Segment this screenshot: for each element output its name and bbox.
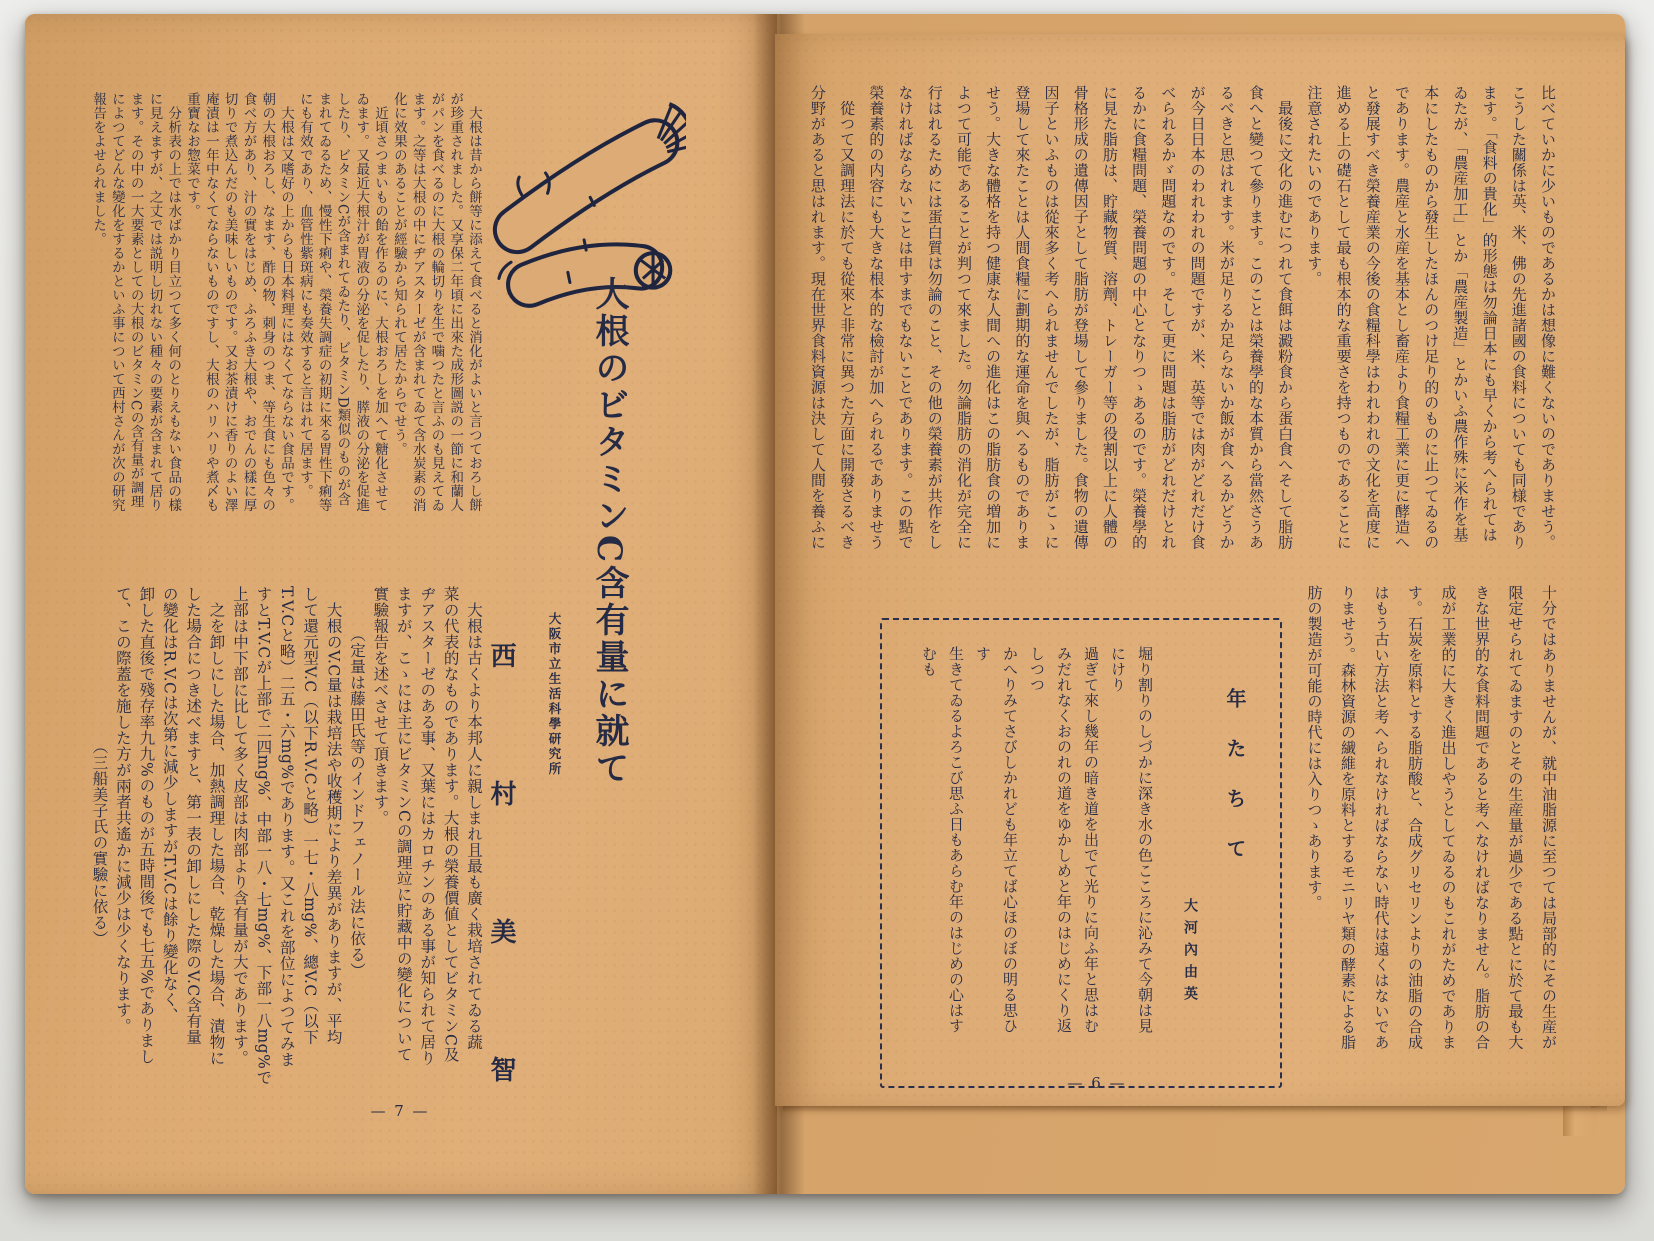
text-column: 菜の代表的なものであります。大根の榮養價値としてビタミンC及 — [441, 586, 460, 1063]
poem-line: しつつ — [1028, 646, 1046, 693]
page-right — [775, 34, 1625, 1106]
poem-line: かへりみてさびしかれども年立てば心ほのぼの明る思ひ — [1001, 646, 1019, 1034]
editor-intro-text — [83, 92, 483, 597]
text-column: せう。大きな體格を持つ健康な人間への進化はこの脂肪食の増加に — [984, 85, 1003, 550]
text-column: 本にしたものから發生したほんのつけ足り的のものに止つてゐるの — [1422, 85, 1441, 550]
text-column: よつて可能であることが判つて來ました。勿論脂肪の消化が完全に — [954, 85, 973, 550]
text-column: 行はれるためには蛋白質は勿論のこと、その他の榮養素が共作をし — [925, 85, 944, 550]
text-column: 肪の製造が可能の時代には入りつゝあります。 — [1305, 585, 1324, 911]
author-affiliation: 大阪市立生活科學研究所 — [547, 612, 562, 777]
article-body-text — [81, 586, 485, 1164]
poem-text — [900, 646, 1158, 1061]
text-column: 登場して來たことは人間食糧に劃期的な運命を與へるものでありま — [1013, 85, 1032, 550]
text-column: はもう古い方法と考へられなければならない時代は遠くはないであ — [1372, 585, 1391, 1050]
text-column: 卸した直後で殘存率九九%のものが五時間後でも七五%でありまし — [137, 586, 156, 1065]
text-column: の變化はR.V.Cは次第に減少しますがT.V.Cは餘り變化なく、 — [160, 586, 179, 1024]
text-column: 大根は又嗜好の上からも日本料理にはなくてならない食品です。 — [278, 92, 295, 512]
text-column: す。石炭を原料とする脂肪酸と、合成グリセリンよりの油脂の合成 — [1406, 585, 1424, 1050]
text-column: 報告をよせられました。 — [90, 92, 107, 246]
text-column: ます。之等は大根の中にヂアスターゼが含まれてゐて含水炭素の消 — [409, 92, 426, 512]
text-column: きな世界的な食料問題であると考へなければなりません。脂肪の合 — [1473, 585, 1491, 1050]
text-column: こうした關係は英、米、佛の先進諸國の食料についても同様であり — [1509, 85, 1528, 550]
text-column: 實驗報告を述べさせて頂きます。 — [371, 586, 390, 826]
text-column: 最後に文化の進むにつれて食餌は澱粉食から蛋白食へそして脂肪 — [1276, 85, 1295, 550]
text-column: 成が工業的に大きく進出しやうとしてゐるのもこれがためでありま — [1439, 585, 1458, 1050]
page-left — [25, 14, 777, 1194]
text-column: るべきと思はれます。米が足りるか足らないか飯が食へるかどうか — [1217, 85, 1236, 550]
text-column: ゐたが、「農産加工」とか「農産製造」とかいふ農作殊に米作を基 — [1451, 85, 1470, 543]
text-column: 庵漬は一年中なくてならないものですし、大根のハリハリや煮〆も — [202, 92, 219, 512]
text-column: るかに食糧問題、榮養問題の中心となりつゝあるのです。榮養學的 — [1130, 85, 1149, 550]
text-column: 切りで煮込んだのも美味しいものです。又お茶漬けに香りのよい澤 — [221, 92, 238, 512]
poem-line: みだれなくおのれの道をゆかしめと年のはじめにくり返 — [1055, 646, 1073, 1034]
book-spread — [25, 14, 1625, 1194]
poem-line: 過ぎて來し幾年の暗き道を出でて光りに向ふ年と思はむ — [1082, 646, 1100, 1034]
text-column: べられるかゞ問題なのです。そして更に問題は脂肪がどれだけとれ — [1159, 85, 1178, 550]
poem-author: 大河內由英 — [1182, 898, 1198, 1008]
text-column: 從つて又調理法に於ても從來と非常に異つた方面に開發さるべき — [838, 85, 857, 550]
text-column: に見えますが、之丈では説明し切れない種々の要素が含まれて居り — [146, 92, 163, 512]
text-column: まれてゐるため、慢性下痢や、榮養失調症の初期に來る胃性下痢等 — [315, 92, 332, 512]
text-column: T.V.Cと略）二五・六mg%であります。又これを部位によつてみま — [277, 586, 296, 1068]
text-column: に見た脂肪は、貯藏物質、溶劑、トレーガー等の役割以上に人體の — [1100, 85, 1119, 550]
text-column: 食べ方があり、汁の實をはじめ、ふろふき大根や、おでんの樣に厚 — [240, 92, 257, 512]
text-column: 重寶なお惣菜です。 — [184, 92, 201, 218]
text-column: がパンを食べるのに大根の輪切りを生で噛つたと言ふのも見えてゐ — [428, 92, 445, 512]
text-column: 榮養素的の内容にも大きな根本的な檢討が加へられるでありませう — [867, 85, 886, 550]
author-name: 西村美智 — [486, 642, 516, 1194]
text-column: であります。農産と水産を基本とし畜産より食糧工業に更に酵造へ — [1392, 85, 1411, 550]
text-column: （定量は藤田氏等のインドフェノール法に依る） — [347, 586, 366, 979]
text-column: が珍重されました。又享保二年頃に出來た成形圖説の一節に和蘭人 — [447, 92, 464, 512]
text-column: 大根は昔から餅等に添えて食べると消化がよいと言つておろし餅 — [466, 92, 482, 512]
text-column: ますが、こゝには主にビタミンCの調理竝に貯藏中の變化について — [394, 586, 413, 1063]
text-column: 大根は古くより本邦人に親しまれ且最も廣く栽培されてゐる蔬 — [465, 586, 483, 1050]
text-column: 限定せられてゐますのとその生産量が過少である點とに於て最も大 — [1506, 585, 1525, 1050]
text-column: した場合につき述べますと、第一表の卸しにした際のV.C含有量 — [184, 586, 203, 1045]
page-number-left: — 7 — — [370, 1102, 430, 1120]
text-column: にも有效であり、血管性紫斑病にも奏效すると言はれて居ます。 — [296, 92, 313, 498]
text-column: したり、ビタミンCが含まれてゐたり、ビタミンD類似のものが含 — [334, 92, 351, 507]
poem-title: 年たちて — [1223, 688, 1247, 888]
text-column: ます。「食料の貴化」的形態は勿論日本にも早くから考へられては — [1480, 85, 1499, 543]
text-column: 注意されたいのであります。 — [1305, 85, 1324, 287]
text-column: 之を卸しにした場合、加熱調理した場合、乾燥した場合、漬物に — [207, 586, 226, 1066]
text-column: 近頃さつまいもの飴を作るのに、大根おろしを加へて糖化させて — [372, 92, 389, 512]
text-column: が今日日本のわれわれの問題ですが、米、英等では肉がどれだけ食 — [1188, 85, 1207, 550]
text-column: （三船美子氏の實驗に依る） — [90, 586, 109, 947]
nutrition-essay-continuation — [1290, 585, 1565, 1055]
text-column: 進める上の礎石として最も根本的な重要さを持つものであることに — [1334, 85, 1353, 550]
text-column: して還元型V.C（以下R.V.Cと略）一七・八mg%、總V.C（以下 — [301, 586, 320, 1045]
nutrition-essay-text — [800, 85, 1562, 590]
text-column: 朝の大根おろし、なます、酢の物、刺身のつま、等生食にも色々の — [259, 92, 276, 512]
page-number-right: — 6 — — [1067, 1074, 1127, 1092]
text-column: て、この際蓋を施した方が兩者共遙かに減少は少くなります。 — [113, 586, 132, 1034]
text-column: 化に效果のあることが經驗から知られて居たからでせう。 — [390, 92, 407, 456]
poem-box — [880, 618, 1282, 1088]
text-column: 骨格形成の遺傳因子として脂肪が登場して參りました。食物の遺傳 — [1071, 85, 1090, 550]
text-column: ヂアスターゼのある事、又葉にはカロチンのある事が知られて居り — [418, 586, 437, 1066]
text-column: によつてどんな變化をするかといふ事について西村さんが次の研究 — [108, 92, 125, 512]
poem-line: す — [974, 646, 992, 662]
text-column: と發展すべき榮養産業の今後の食糧科學はわれわれの文化を高度に — [1363, 85, 1382, 550]
article-title: 大根のビタミンC含有量に就て — [589, 276, 629, 788]
text-column: すとT.V.Cが上部で二四mg%、中部一八・七mg%、下部一八mg%で — [254, 586, 273, 1086]
text-column: 十分ではありませんが、就中油脂源に至つては局部的にその生産が — [1540, 585, 1558, 1050]
text-column: 上部は中下部に比して多く皮部は肉部より含有量が大であります。 — [230, 586, 249, 1066]
text-column: 比べていかに少いものであるかは想像に難くないのでありませう。 — [1539, 85, 1557, 550]
text-column: 因子といふものは從來多く考へられませんでしたが、脂肪がこゝに — [1042, 85, 1061, 550]
text-column: なければならないことは申すまでもないことであります。この點で — [896, 85, 915, 550]
text-column: 大根のV.C量は栽培法や收穫期により差異がありますが、平均 — [324, 586, 343, 1045]
text-column: りませう。森林資源の繊維を原料とするモニリヤ類の酵素による脂 — [1339, 585, 1357, 1050]
text-column: 食へと變つて參ります。このことは榮養學的な本質から當然さうあ — [1246, 85, 1265, 550]
text-column: 分野があると思はれます。現在世界食料資源は決して人間を養ふに — [808, 85, 827, 550]
poem-line: むも — [920, 646, 938, 677]
poem-line: にけり — [1109, 646, 1127, 693]
text-column: ゐます。又最近大根汁が胃液の分泌を促したり、膵液の分泌を促進 — [353, 92, 370, 512]
poem-line: 堀り割りのしづかに深き水の色こころに沁みて今朝は見 — [1136, 646, 1154, 1034]
poem-line: 生きてゐるよろこび思ふ日もあらむ年のはじめの心はす — [947, 646, 965, 1034]
text-column: 分析表の上では水ばかり目立つて多く何のとりえもない食品の樣 — [165, 92, 182, 512]
daikon-radishes-illustration — [468, 100, 686, 318]
text-column: ます。その中の一大要素としての大根のビタミンCの含有量が調理 — [127, 92, 144, 509]
